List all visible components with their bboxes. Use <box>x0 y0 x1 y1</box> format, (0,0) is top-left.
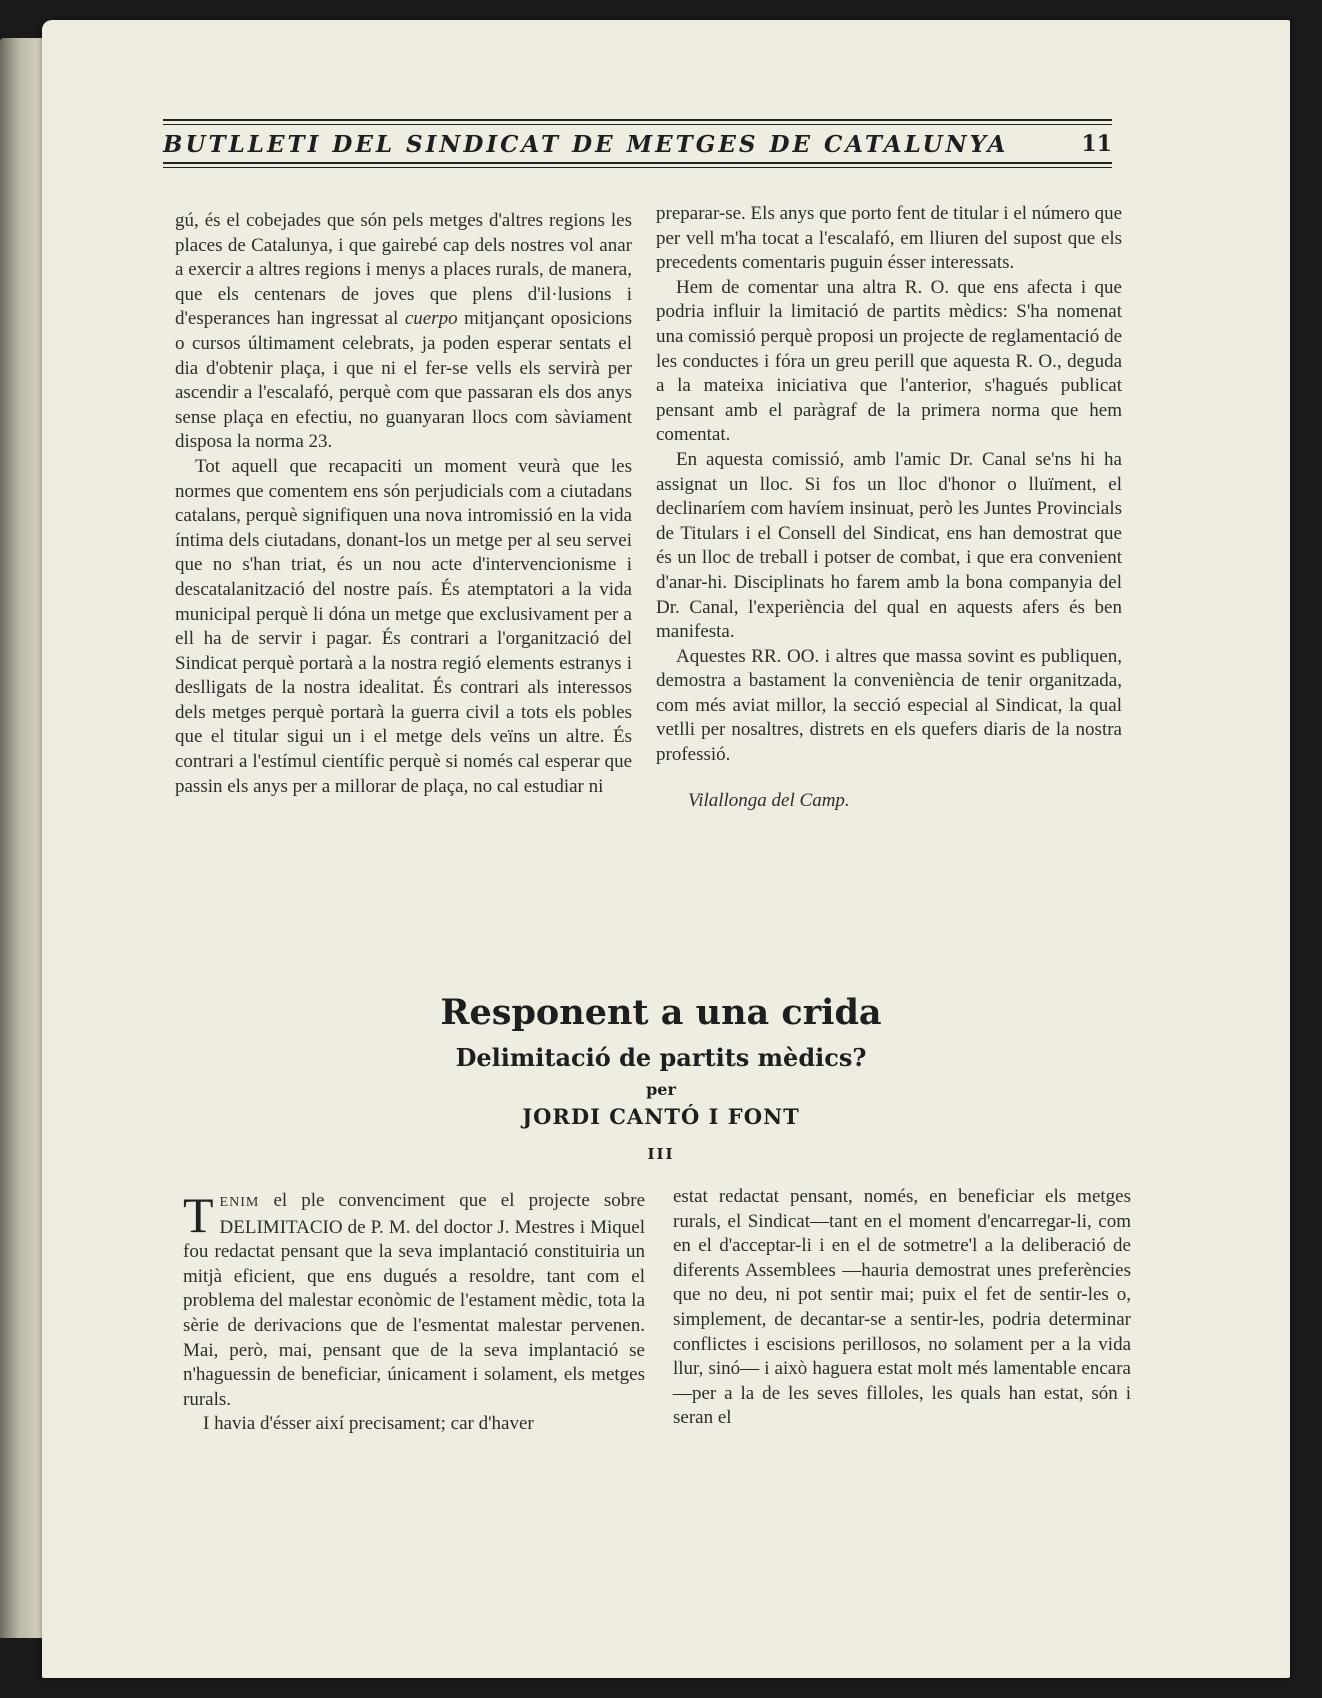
article1-right-paragraph-1: preparar-se. Els anys que porto fent de titular i el número que per vell m'ha tocat a l'escalafó, em lliuren del supost que els precedents comentaris puguin ésser interessats. <box>656 203 1123 274</box>
article1-right-paragraph-2: Hem de comentar una altra R. O. que ens afecta i que podria influir la limitació de partits mèdics: S'ha nomenat una comissió perquè proposi un projecte de reglamentació de les conductes i fóra un greu perill que aquesta R. O., deguda a la mateixa iniciativa que l'anterior, s'hagués publicat pensant amb el paràgraf de la primera norma que hem comentat. <box>656 276 1122 446</box>
article2-left-column <box>183 1189 645 1437</box>
article2-left-paragraph-2: I havia d'ésser així precisament; car d'haver <box>203 1413 534 1435</box>
article2-subtitle: Delimitació de partits mèdics? <box>455 1043 867 1072</box>
article2-right-paragraph-1: estat redactat pensant, només, en beneficiar els metges rurals, el Sindicat—tant en el moment d'encarregar-li, com en el d'acceptar-li i en el de sotmetre'l a la deliberació de diferents Assemblees —hauria demostrat unes preferències que no deu, ni pot sentir mai; puix el fet de sentir-les o, simplement, de decantar-se a sentir-les, podria determinar conflictes i escisions perillosos, no solament per a la vida llur, sinó— i això haguera estat molt més lamentable encara—per a la de les seves filloles, les quals han estat, són i seran el <box>673 1186 1131 1429</box>
article2-byline-per: per <box>646 1080 676 1099</box>
header-rule-bottom-thin <box>163 167 1112 168</box>
article1-right-column <box>656 202 1122 813</box>
article1-right-paragraph-4: Aquestes RR. OO. i altres que massa sovint es publiquen, demostra a bastament la conveniència de tenir organitzada, com més aviat millor, la secció especial al Sindicat, la qual vetlli per nosaltres, distrets en els quefers diaris de la nostra professió. <box>656 645 1122 766</box>
article1-right-paragraph-3: En aquesta comissió, amb l'amic Dr. Canal se'ns hi ha assignat un lloc. Si fos un lloc d'honor o lluïment, el declinaríem com havíem insinuat, però les Juntes Provincials de Titulars i el Consell del Sindicat, ens han demostrat que és un lloc de treball i potser de combat, i que era convenient d'anar-hi. Disciplinats ho farem amb la bona companyia del Dr. Canal, l'experiència del qual en aquests afers és ben manifesta. <box>656 448 1122 643</box>
journal-title: BUTLLETI DEL SINDICAT DE METGES DE CATALUNYA <box>163 130 1009 158</box>
article1-left-paragraph-2: Tot aquell que recapaciti un moment veurà que les normes que comentem ens són perjudicials com a ciutadans catalans, perquè signifiquen una nova intromissió en la vida íntima dels ciutadans, donant-los un metge per al seu servei que no s'han triat, és un nou acte d'intervencionisme i descatalanització del nostre país. És atemptatori a la vida municipal perquè li dóna un metge que exclusivament per a ell ha de servir i pagar. És contrari a l'organització del Sindicat perquè portarà a la nostra regió elements estranys i deslligats de la nostra idealitat. És contrari als interessos dels metges perquè portarà la guerra civil a tots els pobles que el titular sigui un i el metge dels veïns un altre. És contrari a l'estímul científic perquè si només cal esperar que passin els anys per a millorar de plaça, no cal estudiar ni <box>175 455 632 797</box>
article2-left-paragraph-1: TENIM el ple convenciment que el projecte sobre DELIMITACIO de P. M. del doctor J. Mestres i Miquel fou redactat pensant que la seva implantació constituiria un mitjà eficient, que ens dugués a resoldre, tant com el problema del malestar econòmic de l'estament mèdic, tota la sèrie de derivacions que de l'esmentat malestar pervenen. Mai, però, mai, pensant que de la seva implantació se n'haguessin de beneficiar, únicament i solament, els metges rurals. <box>183 1187 646 1410</box>
article2-author: JORDI CANTÓ I FONT <box>522 1104 800 1129</box>
header-rule-top <box>163 119 1112 121</box>
italic-word: cuerpo <box>404 308 458 330</box>
article2-title: Responent a una crida <box>440 992 882 1033</box>
header-rule-bottom <box>163 162 1112 164</box>
article1-signature: Vilallonga del Camp. <box>688 789 850 811</box>
small-caps-word: ENIM <box>219 1195 260 1210</box>
page-number: 11 <box>1081 131 1112 157</box>
article1-left-column <box>175 209 632 799</box>
header-rule-top-thin <box>163 124 1112 125</box>
drop-cap: T <box>183 1187 214 1243</box>
article2-part-number: III <box>647 1145 675 1163</box>
article2-right-column <box>673 1185 1131 1431</box>
running-header <box>163 127 1112 161</box>
article1-left-paragraph-1: gú, és el cobejades que són pels metges d'altres regions les places de Catalunya, i que gairebé cap dels nostres vol anar a exercir a altres regions i menys a places rurals, de manera, que els centenars de joves que plens d'il·lusions i d'esperances han ingressat al cuerpo mitjançant oposicions o cursos últimament celebrats, ja poden esperar sentats el dia d'obtenir plaça, i que ni el fer-se vells els servirà per ascendir a l'escalafó, perquè com que passaran els dos anys sense plaça en efectiu, no guanyaran llocs com sàviament disposa la norma 23. <box>175 210 633 453</box>
